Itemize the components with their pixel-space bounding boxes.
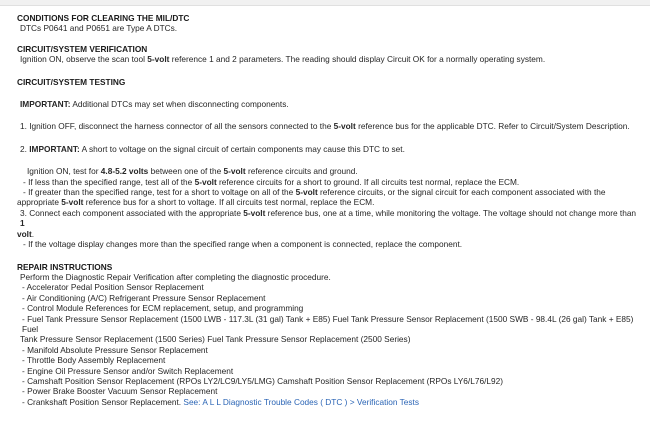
document-body: [17, 13, 642, 407]
testing-heading: CIRCUIT/SYSTEM TESTING: [17, 76, 126, 87]
step-2: 2. IMPORTANT: A short to voltage on the signal circuit of certain components may cause this DTC to set.: [20, 143, 405, 154]
repair-item-cont: Tank Pressure Sensor Replacement (1500 Series) Fuel Tank Pressure Sensor Replacement (2500 Series): [20, 334, 411, 345]
step-1: 1. Ignition OFF, disconnect the harness connector of all the sensors connected to the 5-volt reference bus for the applicable DTC. Refer to Circuit/System Description.: [20, 121, 630, 132]
repair-item: - Accelerator Pedal Position Sensor Replacement: [22, 282, 204, 293]
repair-item-last: - Crankshaft Position Sensor Replacement. See: A L L Diagnostic Trouble Codes ( DTC ) > Verification Tests: [22, 396, 419, 407]
conditions-text: DTCs P0641 and P0651 are Type A DTCs.: [20, 23, 178, 34]
if-greater-result: - If greater than the specified range, test for a short to voltage on all of the 5-volt reference circuits, or the signal circuit for each component associated with the: [23, 187, 606, 198]
verification-heading: CIRCUIT/SYSTEM VERIFICATION: [17, 43, 148, 54]
repair-item: - Power Brake Booster Vacuum Sensor Replacement: [22, 386, 218, 397]
step-3-cont: volt.: [17, 228, 35, 239]
if-greater-result-cont: appropriate 5-volt reference bus for a short to voltage. If all circuits test normal, replace the ECM.: [17, 197, 375, 208]
verification-text: Ignition ON, observe the scan tool 5-volt reference 1 and 2 parameters. The reading should display Circuit OK for a normally operating system.: [20, 54, 546, 65]
top-scroll-edge: [0, 0, 650, 6]
conditions-heading: CONDITIONS FOR CLEARING THE MIL/DTC: [17, 13, 190, 23]
repair-item: - Manifold Absolute Pressure Sensor Replacement: [22, 344, 208, 355]
ignition-test: Ignition ON, test for 4.8-5.2 volts between one of the 5-volt reference circuits and ground.: [27, 166, 358, 177]
repair-item: - Engine Oil Pressure Sensor and/or Switch Replacement: [22, 365, 234, 376]
verification-tests-link[interactable]: See: A L L Diagnostic Trouble Codes ( DTC ) > Verification Tests: [183, 396, 419, 407]
if-less-result: - If less than the specified range, test all of the 5-volt reference circuits for a short to ground. If all circuits test normal, replace the ECM.: [23, 176, 520, 187]
repair-item: - Throttle Body Assembly Replacement: [22, 355, 166, 366]
repair-item: - Control Module References for ECM replacement, setup, and programming: [22, 303, 304, 314]
important-note: IMPORTANT: Additional DTCs may set when disconnecting components.: [20, 99, 289, 110]
repair-item: - Fuel Tank Pressure Sensor Replacement (1500 LWB - 117.3L (31 gal) Tank + E85) Fuel Tank Pressure Sensor Replacement (1500 SWB - 98.4L (26 gal) Tank + E85) Fuel: [22, 313, 634, 334]
step-3-sub: - If the voltage display changes more than the specified range when a component is connected, replace the component.: [23, 239, 463, 250]
step-3: 3. Connect each component associated with the appropriate 5-volt reference bus, one at a time, while monitoring the voltage. The voltage should not change more than 1: [20, 207, 637, 229]
repair-item: - Air Conditioning (A/C) Refrigerant Pressure Sensor Replacement: [22, 292, 266, 303]
repair-intro: Perform the Diagnostic Repair Verification after completing the diagnostic procedure.: [20, 271, 331, 282]
repair-item: - Camshaft Position Sensor Replacement (RPOs LY2/LC9/LY5/LMG) Camshaft Position Sensor Replacement (RPOs LY6/L76/L92): [22, 375, 503, 386]
repair-heading: REPAIR INSTRUCTIONS: [17, 261, 113, 272]
